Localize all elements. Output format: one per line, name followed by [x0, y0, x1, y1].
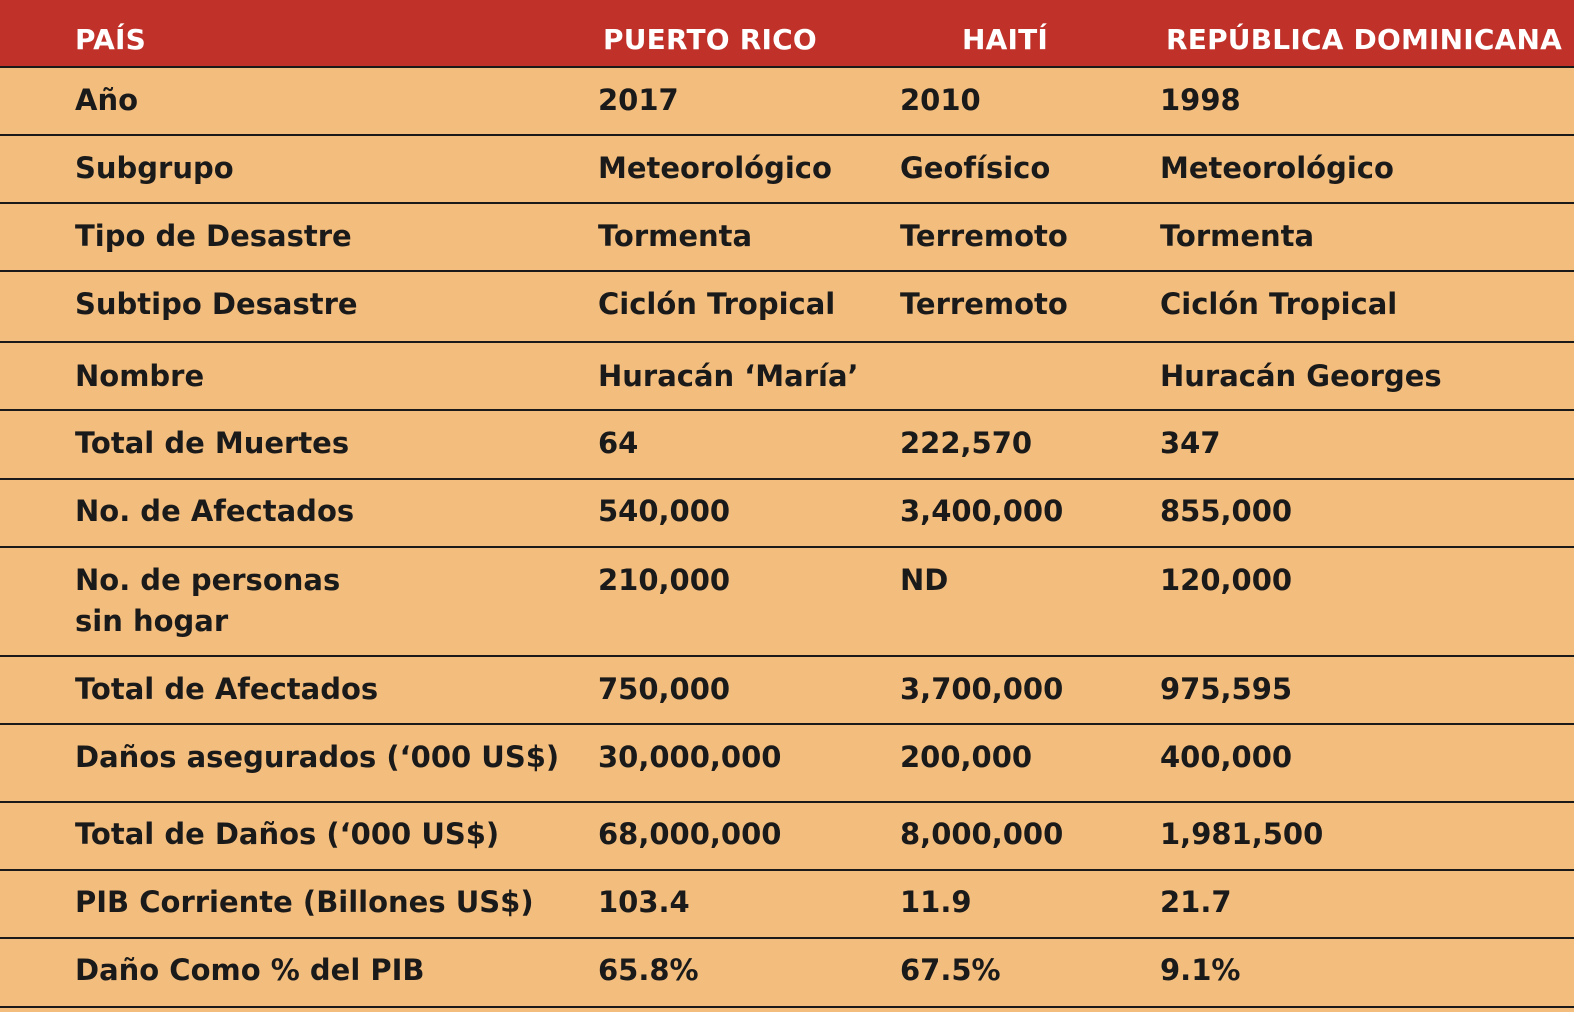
table-cell: 347 [1160, 426, 1221, 460]
table-header-row [0, 0, 1574, 68]
table-cell: Ciclón Tropical [598, 287, 836, 321]
row-label: Daño Como % del PIB [75, 953, 425, 987]
row-label: PIB Corriente (Billones US$) [75, 885, 534, 919]
table-row [0, 871, 1574, 939]
table-cell: 120,000 [1160, 563, 1293, 597]
row-label: Total de Daños (‘000 US$) [75, 817, 500, 851]
table-row [0, 411, 1574, 480]
row-label: Total de Afectados [75, 672, 379, 706]
table-cell: Meteorológico [1160, 151, 1394, 185]
header-cell-pais: PAÍS [75, 23, 147, 56]
table-cell: 65.8% [598, 953, 699, 987]
table-cell: 21.7 [1160, 885, 1232, 919]
table-cell: ND [900, 563, 949, 597]
header-cell-haiti: HAITÍ [962, 23, 1049, 56]
table-cell: Huracán ‘María’ [598, 359, 859, 393]
table-cell: 11.9 [900, 885, 972, 919]
table-cell: 750,000 [598, 672, 731, 706]
row-label: Subtipo Desastre [75, 287, 358, 321]
table-cell: 855,000 [1160, 494, 1293, 528]
table-cell: 1998 [1160, 83, 1241, 117]
table-row [0, 204, 1574, 272]
table-cell: 222,570 [900, 426, 1033, 460]
table-row [0, 136, 1574, 204]
table-cell: 2010 [900, 83, 981, 117]
table-cell: 68,000,000 [598, 817, 782, 851]
table-cell: 540,000 [598, 494, 731, 528]
row-label: Año [75, 83, 139, 117]
table-cell: Terremoto [900, 219, 1068, 253]
row-label: No. de Afectados [75, 494, 355, 528]
table-row [0, 939, 1574, 1008]
row-label: No. de personas sin hogar [75, 563, 341, 638]
table-cell: 1,981,500 [1160, 817, 1324, 851]
table-cell: 3,400,000 [900, 494, 1064, 528]
table-row [0, 548, 1574, 657]
table-cell: 400,000 [1160, 740, 1293, 774]
table-cell: 210,000 [598, 563, 731, 597]
row-label: Daños asegurados (‘000 US$) [75, 740, 560, 774]
table-cell: 8,000,000 [900, 817, 1064, 851]
table-cell: Tormenta [598, 219, 753, 253]
table-cell: 200,000 [900, 740, 1033, 774]
header-cell-puerto-rico: PUERTO RICO [603, 23, 817, 56]
row-label: Tipo de Desastre [75, 219, 352, 253]
table-cell: Ciclón Tropical [1160, 287, 1398, 321]
table-cell: 3,700,000 [900, 672, 1064, 706]
table-cell: Huracán Georges [1160, 359, 1442, 393]
table-cell: 2017 [598, 83, 679, 117]
table-row [0, 272, 1574, 343]
table-cell: Tormenta [1160, 219, 1315, 253]
table-cell: 975,595 [1160, 672, 1293, 706]
row-label: Nombre [75, 359, 205, 393]
table-row [0, 657, 1574, 725]
table-cell: 30,000,000 [598, 740, 782, 774]
table-cell: 67.5% [900, 953, 1001, 987]
table-cell: 64 [598, 426, 639, 460]
table-row [0, 725, 1574, 803]
table-row [0, 803, 1574, 871]
row-label: Subgrupo [75, 151, 234, 185]
table-row [0, 68, 1574, 136]
header-cell-republica-dominicana: REPÚBLICA DOMINICANA [1166, 23, 1563, 56]
table-cell: Terremoto [900, 287, 1068, 321]
table-cell: Geofísico [900, 151, 1051, 185]
table-cell: Meteorológico [598, 151, 832, 185]
table-cell: 9.1% [1160, 953, 1241, 987]
row-label: Total de Muertes [75, 426, 350, 460]
table-cell: 103.4 [598, 885, 690, 919]
table-row [0, 343, 1574, 411]
table-row [0, 480, 1574, 548]
